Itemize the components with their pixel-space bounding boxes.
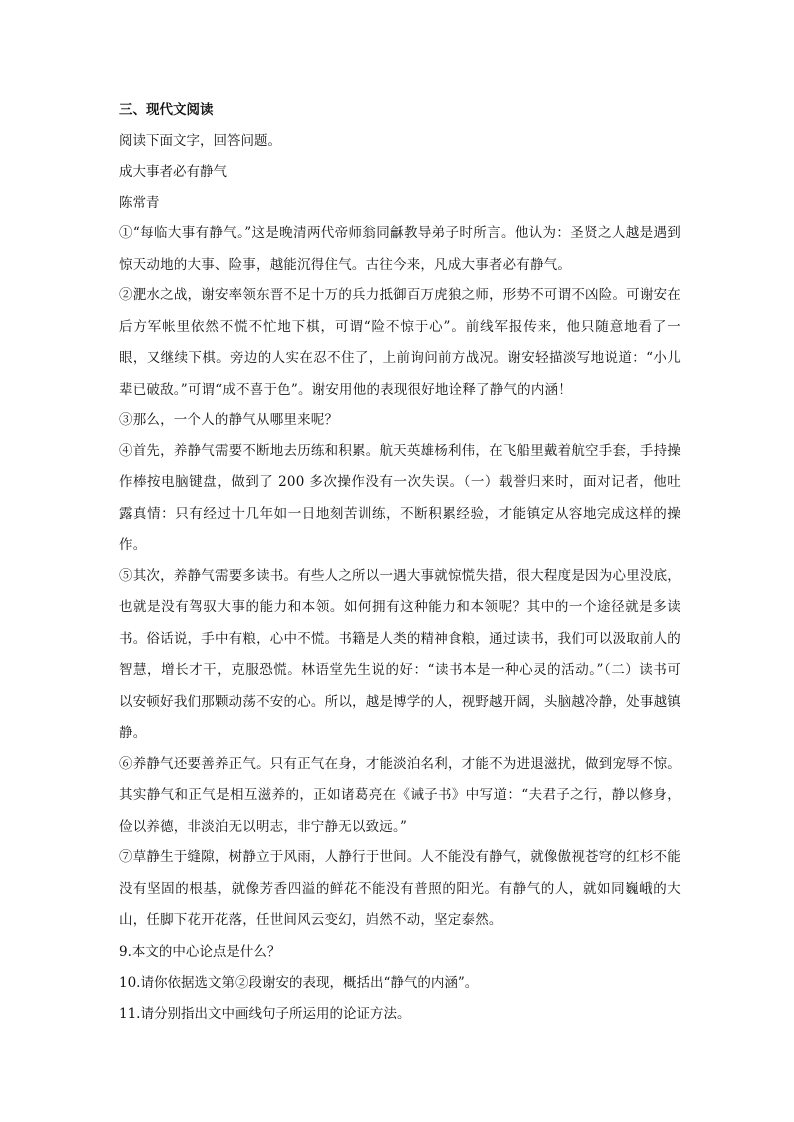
paragraph-3: ③那么，一个人的静气从哪里来呢？ [119,412,339,428]
section-title: 三、现代文阅读 [119,102,214,118]
question-9: 9.本文的中心论点是什么？ [119,943,281,960]
question-11: 11.请分别指出文中画线句子所运用的论证方法。 [119,1005,411,1022]
paragraph-7: ⑦草静生于缝隙，树静立于风雨，人静行于世间。人不能没有静气，就像傲视苍穹的红杉不能没有坚固的根基，就像芳香四溢的鲜花不能没有普照的阳光。有静气的人，就如同巍峨的大山，任脚下花开花落，任世间风云变幻，岿然不动，坚定泰然。 [119,849,681,928]
article-author: 陈常青 [119,195,160,211]
document-page [119,100,681,1035]
paragraph-4: ④首先，养静气需要不断地去历练和积累。航天英雄杨利伟，在飞船里戴着航空手套，手持操作棒按电脑键盘，做到了 200 多次操作没有一次失误。（一）载誉归来时，面对记者，他吐露真情：只有经过十几年如一日地刻苦训练，不断积累经验，才能镇定从容地完成这样的操作。 [119,442,681,553]
article-title: 成大事者必有静气 [119,164,227,180]
question-10: 10.请你依据选文第②段谢安的表现，概括出“静气的内涵”。 [119,974,479,991]
paragraph-5: ⑤其次，养静气需要多读书。有些人之所以一遇大事就惊慌失措，很大程度是因为心里没底，也就是没有驾驭大事的能力和本领。如何拥有这种能力和本领呢？其中的一个途径就是多读书。俗话说，手中有粮，心中不慌。书籍是人类的精神食粮，通过读书，我们可以汲取前人的智慧，增长才干，克服恐慌。林语堂先生说的好：“读书本是一种心灵的活动。”（二）读书可以安顿好我们那颗动荡不安的心。所以，越是博学的人，视野越开阔，头脑越冷静，处事越镇静。 [119,567,681,741]
instruction-text: 阅读下面文字，回答问题。 [119,133,281,149]
paragraph-6: ⑥养静气还要善养正气。只有正气在身，才能淡泊名利，才能不为进退滋扰，做到宠辱不惊。其实静气和正气是相互滋养的，正如诸葛亮在《诫子书》中写道：“夫君子之行，静以修身，俭以养德，非淡泊无以明志，非宁静无以致远。” [119,755,681,835]
paragraph-2: ②淝水之战，谢安率领东晋不足十万的兵力抵御百万虎狼之师，形势不可谓不凶险。可谢安在后方军帐里依然不慌不忙地下棋，可谓“险不惊于心”。前线军报传来，他只随意地看了一眼，又继续下棋。旁边的人实在忍不住了，上前询问前方战况。谢安轻描淡写地说道：“小儿辈已破敌。”可谓“成不喜于色”。谢安用他的表现很好地诠释了静气的内涵！ [119,287,681,398]
paragraph-1: ①“每临大事有静气。”这是晚清两代帝师翁同龢教导弟子时所言。他认为：圣贤之人越是遇到惊天动地的大事、险事，越能沉得住气。古往今来，凡成大事者必有静气。 [119,225,681,273]
